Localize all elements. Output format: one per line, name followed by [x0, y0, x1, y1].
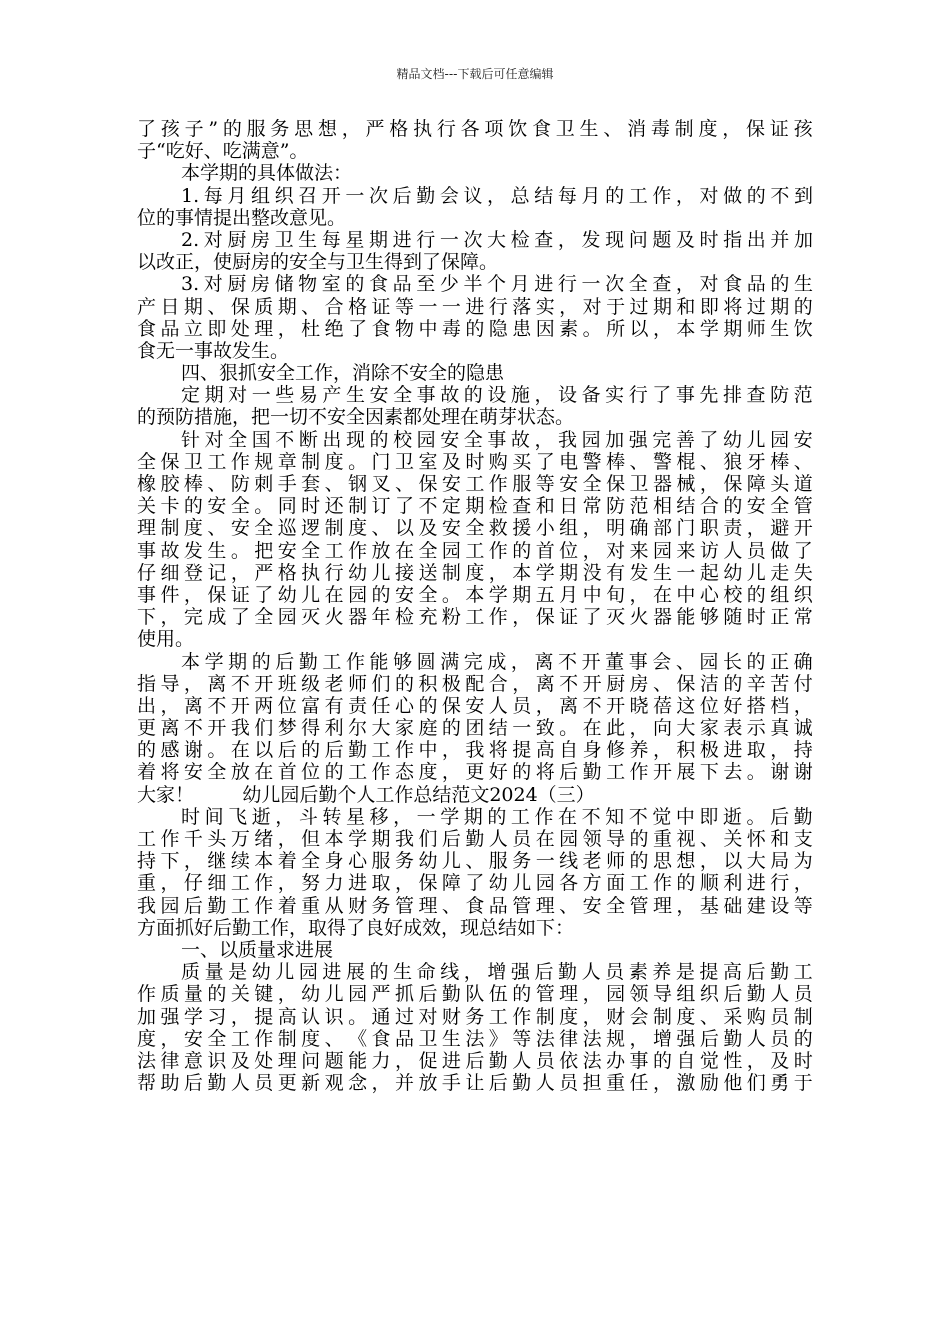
- text-line: 方面抓好后勤工作，取得了良好成效，现总结如下：: [137, 916, 575, 939]
- text-line: 时 间 飞 逝 ， 斗 转 星 移 ， 一 学 期 的 工 作 在 不 知 不 觉 中 即 逝 。 后 勤: [181, 805, 813, 828]
- text-line: 2. 对 厨 房 卫 生 每 星 期 进 行 一 次 大 检 查 ， 发 现 问 题 及 时 指 出 并 加: [181, 228, 813, 251]
- text-line: 的预防措施，把一切不安全因素都处理在萌芽状态。: [137, 406, 575, 429]
- text-line: 关 卡 的 安 全 。 同 时 还 制 订 了 不 定 期 检 查 和 日 常 防 范 相 结 合 的 安 全 管: [137, 495, 813, 518]
- text-line: 四、狠抓安全工作，消除不安全的隐患: [181, 362, 505, 385]
- text-line: 质 量 是 幼 儿 园 进 展 的 生 命 线 ， 增 强 后 勤 人 员 素 养 是 提 高 后 勤 工: [181, 961, 813, 984]
- text-line: 度 ， 安 全 工 作 制 度 、 《 食 品 卫 生 法 》 等 法 律 法 规 ， 增 强 后 勤 人 员 的: [137, 1027, 813, 1050]
- text-line: 工 作 千 头 万 绪 ， 但 本 学 期 我 们 后 勤 人 员 在 园 领 导 的 重 视 、 关 怀 和 支: [137, 828, 813, 850]
- text-line: 法 律 意 识 及 处 理 问 题 能 力 ， 促 进 后 勤 人 员 依 法 办 事 的 自 觉 性 ， 及 时: [137, 1049, 813, 1072]
- text-line: 食 品 立 即 处 理 ， 杜 绝 了 食 物 中 毒 的 隐 患 因 素 。 所 以 ， 本 学 期 师 生 饮: [137, 317, 813, 340]
- text-line: 一、以质量求进展: [181, 938, 334, 961]
- text-line: 事 件 ， 保 证 了 幼 儿 在 园 的 安 全 。 本 学 期 五 月 中 旬 ， 在 中 心 校 的 组 织: [137, 583, 813, 606]
- text-line: 使用。: [137, 628, 195, 651]
- text-line: 的 感 谢 。 在 以 后 的 后 勤 工 作 中 ， 我 将 提 高 自 身 修 养 ， 积 极 进 取 ， 持: [137, 739, 813, 762]
- text-line: 事 故 发 生 。 把 安 全 工 作 放 在 全 园 工 作 的 首 位 ， 对 来 园 来 访 人 员 做 了: [137, 539, 813, 562]
- text-line: 着 将 安 全 放 在 首 位 的 工 作 态 度 ， 更 好 的 将 后 勤 工 作 开 展 下 去 。 谢 谢: [137, 761, 813, 784]
- text-line: 子“吃好、吃满意”。: [137, 140, 309, 163]
- text-line: 本学期的具体做法：: [181, 162, 353, 185]
- text-line: 产 日 期 、 保 质 期 、 合 格 证 等 一 一 进 行 落 实 ， 对 于 过 期 和 即 将 过 期 的: [137, 295, 813, 318]
- text-line: 我 园 后 勤 工 作 着 重 从 财 务 管 理 、 食 品 管 理 、 安 全 管 理 ， 基 础 建 设 等: [137, 894, 813, 917]
- text-line: 食无一事故发生。: [137, 339, 290, 362]
- text-line: 定 期 对 一 些 易 产 生 安 全 事 故 的 设 施 ， 设 备 实 行 了 事 先 排 查 防 范: [181, 384, 813, 407]
- text-line: 1. 每 月 组 织 召 开 一 次 后 勤 会 议 ， 总 结 每 月 的 工 作 ， 对 做 的 不 到: [181, 184, 813, 207]
- text-line: 出 ， 离 不 开 两 位 富 有 责 任 心 的 保 安 人 员 ， 离 不 开 晓 蓓 这 位 好 搭 档 ，: [137, 694, 813, 717]
- text-line: 加 强 学 习 ， 提 高 认 识 。 通 过 对 财 务 工 作 制 度 ， 财 会 制 度 、 采 购 员 制: [137, 1005, 813, 1028]
- text-line: 仔 细 登 记 ， 严 格 执 行 幼 儿 接 送 制 度 ， 本 学 期 没 有 发 生 一 起 幼 儿 走 失: [137, 561, 813, 584]
- text-line: 作 质 量 的 关 键 ， 幼 儿 园 严 抓 后 勤 队 伍 的 管 理 ， 园 领 导 组 织 后 勤 人 员: [137, 983, 813, 1006]
- text-line: 更 离 不 开 我 们 梦 得 利 尔 大 家 庭 的 团 结 一 致 。 在 此 ， 向 大 家 表 示 真 诚: [137, 717, 813, 740]
- text-line: 橡 胶 棒 、 防 刺 手 套 、 钢 叉 、 保 安 工 作 服 等 安 全 保 卫 器 械 ， 保 障 头 道: [137, 473, 813, 495]
- text-line: 大家！ 幼儿园后勤个人工作总结范文2024（三）: [137, 783, 595, 806]
- text-line: 3. 对 厨 房 储 物 室 的 食 品 至 少 半 个 月 进 行 一 次 全 查 ， 对 食 品 的 生: [181, 273, 813, 296]
- text-line: 全 保 卫 工 作 规 章 制 度 。 门 卫 室 及 时 购 买 了 电 警 棒 、 警 棍 、 狼 牙 棒 、: [137, 450, 813, 473]
- text-line: 针 对 全 国 不 断 出 现 的 校 园 安 全 事 故 ， 我 园 加 强 完 善 了 幼 儿 园 安: [181, 428, 813, 451]
- text-line: 理 制 度 、 安 全 巡 逻 制 度 、 以 及 安 全 救 援 小 组 ， 明 确 部 门 职 责 ， 避 开: [137, 517, 813, 540]
- text-line: 了 孩 子 ” 的 服 务 思 想 ， 严 格 执 行 各 项 饮 食 卫 生 、 消 毒 制 度 ， 保 证 孩: [137, 118, 813, 140]
- text-line: 本 学 期 的 后 勤 工 作 能 够 圆 满 完 成 ， 离 不 开 董 事 会 、 园 长 的 正 确: [181, 650, 813, 673]
- page-header: 精品文档---下载后可任意编辑: [396, 67, 554, 81]
- text-line: 重 ， 仔 细 工 作 ， 努 力 进 取 ， 保 障 了 幼 儿 园 各 方 面 工 作 的 顺 利 进 行 ，: [137, 872, 813, 895]
- text-line: 持 下 ， 继 续 本 着 全 身 心 服 务 幼 儿 、 服 务 一 线 老 师 的 思 想 ， 以 大 局 为: [137, 850, 813, 873]
- text-line: 指 导 ， 离 不 开 班 级 老 师 们 的 积 极 配 合 ， 离 不 开 厨 房 、 保 洁 的 辛 苦 付: [137, 672, 813, 695]
- text-line: 下 ， 完 成 了 全 园 灭 火 器 年 检 充 粉 工 作 ， 保 证 了 灭 火 器 能 够 随 时 正 常: [137, 606, 813, 629]
- text-line: 以改正，使厨房的安全与卫生得到了保障。: [137, 251, 499, 274]
- text-line: 帮 助 后 勤 人 员 更 新 观 念 ， 并 放 手 让 后 勤 人 员 担 重 任 ， 激 励 他 们 勇 于: [137, 1072, 813, 1095]
- document-body: [137, 118, 813, 1094]
- text-line: 位的事情提出整改意见。: [137, 206, 347, 229]
